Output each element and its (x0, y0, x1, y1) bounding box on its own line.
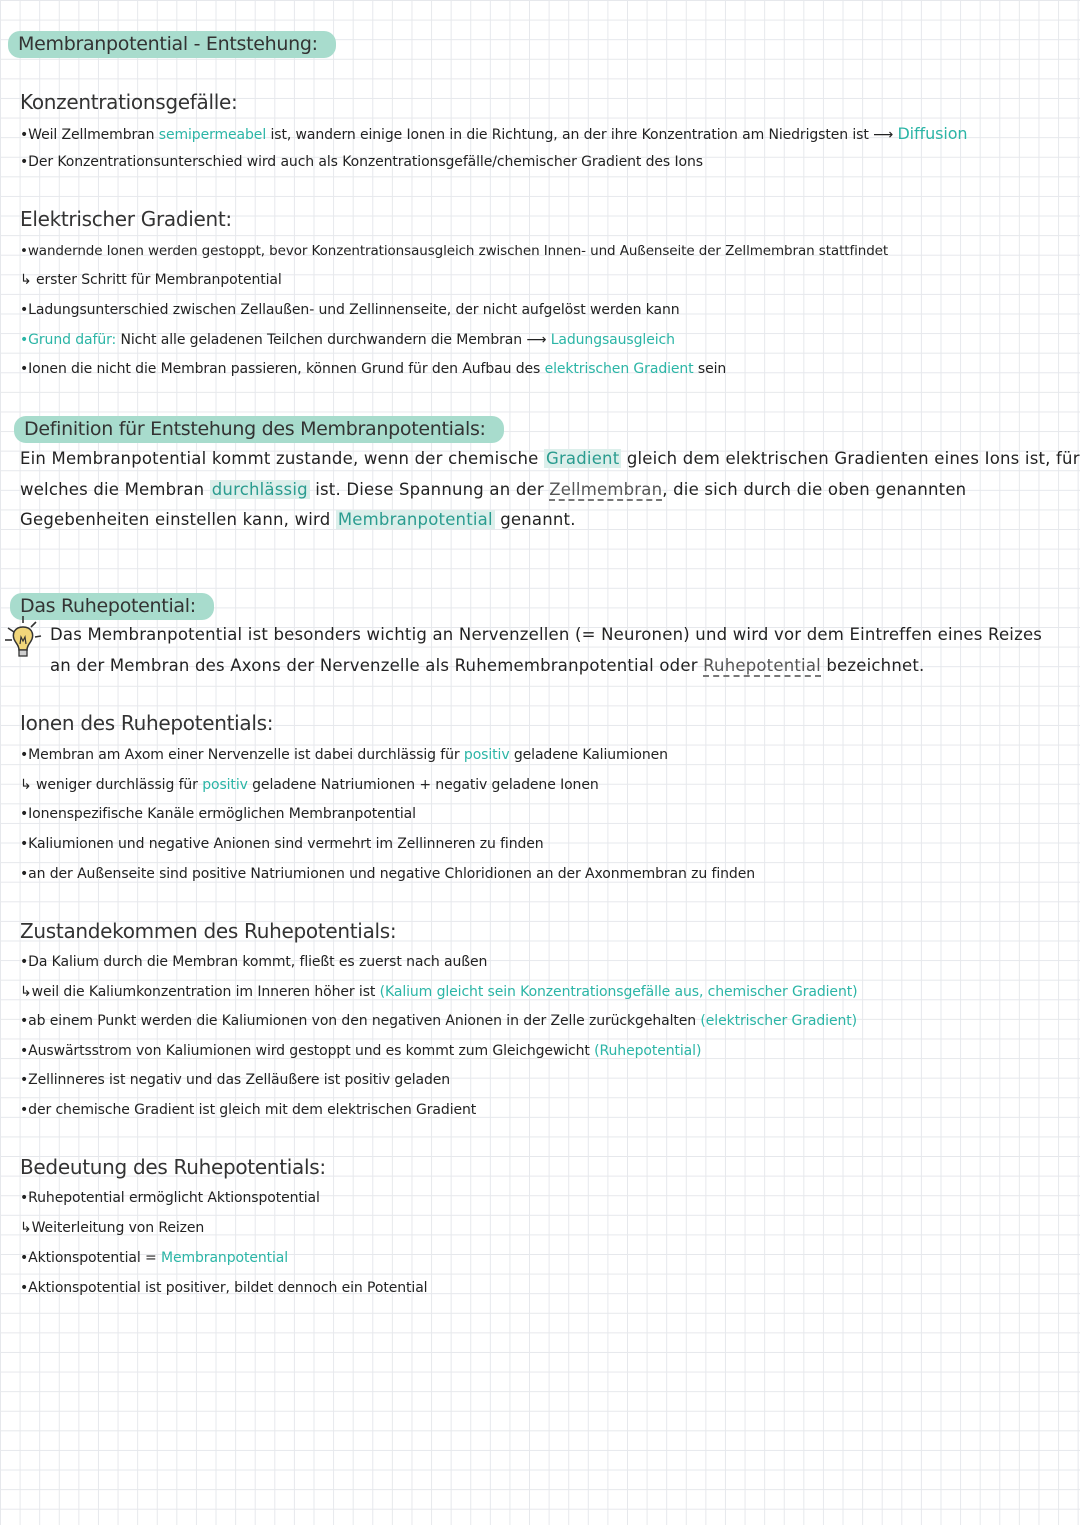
heading-ruhepotential: Das Ruhepotential: (10, 593, 214, 620)
note-line: •Auswärtsstrom von Kaliumionen wird gestoppt und es kommt zum Gleichgewicht (Ruhepotential) (20, 1043, 702, 1059)
subheading-ionen: Ionen des Ruhepotentials: (20, 711, 274, 735)
note-line: ↳ erster Schritt für Membranpotential (20, 272, 282, 288)
note-line: •wandernde Ionen werden gestoppt, bevor Konzentrationsausgleich zwischen Innen- und Außenseite der Zellmembran stattfindet (20, 243, 889, 259)
note-line: •Weil Zellmembran semipermeabel ist, wandern einige Ionen in die Richtung, an der ihre Konzentration am Niedrigsten ist ⟶ Diffusion (20, 124, 968, 143)
definition-line: Gegebenheiten einstellen kann, wird Membranpotential genannt. (20, 510, 576, 529)
note-line: •Zellinneres ist negativ und das Zelläußere ist positiv geladen (20, 1072, 451, 1088)
ruhe-line: Das Membranpotential ist besonders wichtig an Nervenzellen (= Neuronen) und wird vor dem Eintreffen eines Reizes (50, 625, 1043, 644)
subheading-zustandekommen: Zustandekommen des Ruhepotentials: (20, 919, 397, 943)
note-line: •Ladungsunterschied zwischen Zellaußen- und Zellinnenseite, der nicht aufgelöst werden kann (20, 302, 680, 318)
note-line: •Grund dafür: Nicht alle geladenen Teilchen durchwandern die Membran ⟶ Ladungsausgleich (20, 332, 675, 348)
definition-line: welches die Membran durchlässig ist. Diese Spannung an der Zellmembran, die sich durch die oben genannten (20, 480, 967, 499)
note-line: •Ionenspezifische Kanäle ermöglichen Membranpotential (20, 806, 416, 822)
note-line: •Der Konzentrationsunterschied wird auch als Konzentrationsgefälle/chemischer Gradient des Ions (20, 154, 703, 170)
note-line: •Aktionspotential ist positiver, bildet dennoch ein Potential (20, 1280, 428, 1296)
subheading-bedeutung: Bedeutung des Ruhepotentials: (20, 1155, 326, 1179)
note-line: •Ruhepotential ermöglicht Aktionspotential (20, 1190, 320, 1206)
subheading-konzentrationsgefaelle: Konzentrationsgefälle: (20, 90, 238, 114)
note-line: ↳Weiterleitung von Reizen (20, 1220, 205, 1236)
note-line: •Membran am Axom einer Nervenzelle ist dabei durchlässig für positiv geladene Kaliumionen (20, 747, 668, 763)
note-line: •ab einem Punkt werden die Kaliumionen von den negativen Anionen in der Zelle zurückgehalten (elektrischer Gradient) (20, 1013, 858, 1029)
note-line: •der chemische Gradient ist gleich mit dem elektrischen Gradient (20, 1102, 477, 1118)
heading-membranpotential-entstehung: Membranpotential - Entstehung: (8, 31, 336, 58)
note-line: •Kaliumionen und negative Anionen sind vermehrt im Zellinneren zu finden (20, 836, 544, 852)
ruhe-line: an der Membran des Axons der Nervenzelle als Ruhemembranpotential oder Ruhepotential bezeichnet. (50, 656, 925, 675)
note-line: •Da Kalium durch die Membran kommt, fließt es zuerst nach außen (20, 954, 488, 970)
lightbulb-icon (4, 614, 42, 664)
note-line: •Ionen die nicht die Membran passieren, können Grund für den Aufbau des elektrischen Gradient sein (20, 361, 727, 377)
note-line: ↳weil die Kaliumkonzentration im Inneren höher ist (Kalium gleicht sein Konzentrationsgefälle aus, chemischer Gradient) (20, 984, 858, 1000)
heading-definition: Definition für Entstehung des Membranpotentials: (14, 416, 504, 443)
note-line: •Aktionspotential = Membranpotential (20, 1250, 289, 1266)
definition-line: Ein Membranpotential kommt zustande, wenn der chemische Gradient gleich dem elektrischen Gradienten eines Ions ist, für (20, 449, 1080, 468)
note-line: ↳ weniger durchlässig für positiv geladene Natriumionen + negativ geladene Ionen (20, 777, 599, 793)
subheading-elektrischer-gradient: Elektrischer Gradient: (20, 207, 232, 231)
note-line: •an der Außenseite sind positive Natriumionen und negative Chloridionen an der Axonmembran zu finden (20, 866, 756, 882)
